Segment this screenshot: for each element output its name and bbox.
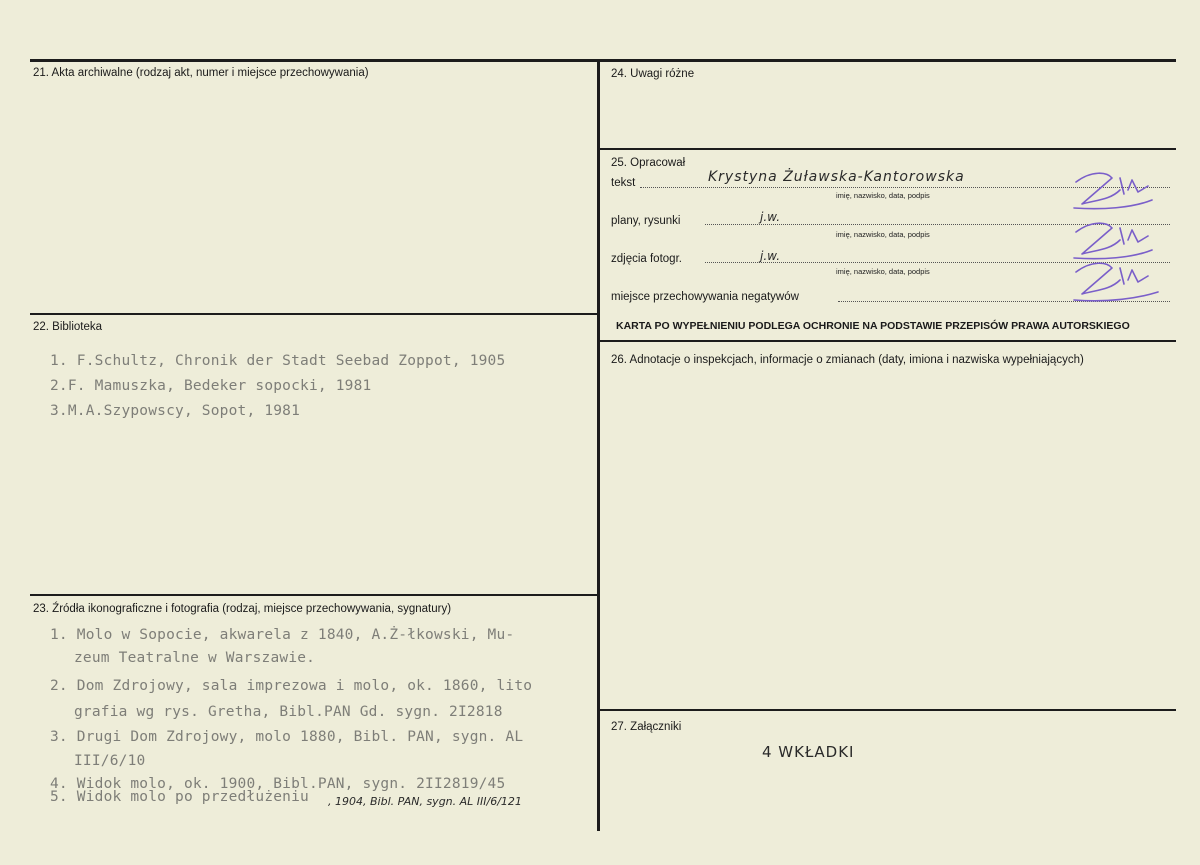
plans-row-caption: imię, nazwisko, data, podpis [836, 230, 930, 239]
negatives-label: miejsce przechowywania negatywów [611, 291, 799, 303]
section-26-title: 26. Adnotacje o inspekcjach, informacje o zmianach (daty, imiona i nazwiska wypełniających) [611, 354, 1084, 366]
icon-source-line: grafia wg rys. Gretha, Bibl.PAN Gd. sygn. 2I2818 [74, 704, 503, 720]
icon-source-line: 5. Widok molo po przedłużeniu [50, 789, 309, 805]
handwritten-signature-note: , 1904, Bibl. PAN, sygn. AL III/6/121 [328, 795, 522, 808]
rule-right-3 [600, 709, 1176, 711]
section-23-title: 23. Źródła ikonograficzne i fotografia (rodzaj, miejsce przechowywania, sygnatury) [33, 603, 452, 615]
author-name: Krystyna Żuławska-Kantorowska [708, 169, 965, 185]
rule-left-1 [30, 313, 598, 315]
photos-author: j.w. [760, 249, 781, 263]
section-21-title: 21. Akta archiwalne (rodzaj akt, numer i miejsce przechowywania) [33, 67, 369, 79]
icon-source-line: 1. Molo w Sopocie, akwarela z 1840, A.Ż-łkowski, Mu- [50, 627, 515, 643]
icon-source-line: 4. Widok molo, ok. 1900, Bibl.PAN, sygn. 2II2819/45 [50, 776, 506, 792]
rule-right-1 [600, 148, 1176, 150]
rule-top [30, 59, 1176, 62]
icon-source-line: zeum Teatralne w Warszawie. [74, 650, 316, 666]
library-entry: 1. F.Schultz, Chronik der Stadt Seebad Zoppot, 1905 [50, 353, 506, 369]
author-row-label: tekst [611, 177, 636, 189]
rule-right-2 [600, 340, 1176, 342]
section-22-title: 22. Biblioteka [33, 321, 103, 333]
icon-source-line: 2. Dom Zdrojowy, sala imprezowa i molo, ok. 1860, lito [50, 678, 533, 694]
signature-mark [1062, 160, 1172, 310]
library-entry: 3.M.A.Szypowscy, Sopot, 1981 [50, 403, 301, 419]
icon-source-line: III/6/10 [74, 753, 146, 769]
plans-author: j.w. [760, 210, 781, 224]
copyright-notice: KARTA PO WYPEŁNIENIU PODLEGA OCHRONIE NA PODSTAWIE PRZEPISÓW PRAWA AUTORSKIEGO [616, 320, 1130, 332]
section-24-title: 24. Uwagi różne [611, 68, 695, 80]
section-25-title: 25. Opracował [611, 157, 686, 169]
library-entry: 2.F. Mamuszka, Bedeker sopocki, 1981 [50, 378, 372, 394]
photos-row-label: zdjęcia fotogr. [611, 253, 682, 265]
attachments-value: 4 WKŁADKI [762, 743, 855, 761]
icon-source-line: 3. Drugi Dom Zdrojowy, molo 1880, Bibl. PAN, sygn. AL [50, 729, 524, 745]
author-row-caption: imię, nazwisko, data, podpis [836, 191, 930, 200]
photos-row-caption: imię, nazwisko, data, podpis [836, 267, 930, 276]
section-27-title: 27. Załączniki [611, 721, 682, 733]
rule-vertical [597, 59, 600, 831]
rule-left-2 [30, 594, 598, 596]
plans-row-label: plany, rysunki [611, 215, 681, 227]
